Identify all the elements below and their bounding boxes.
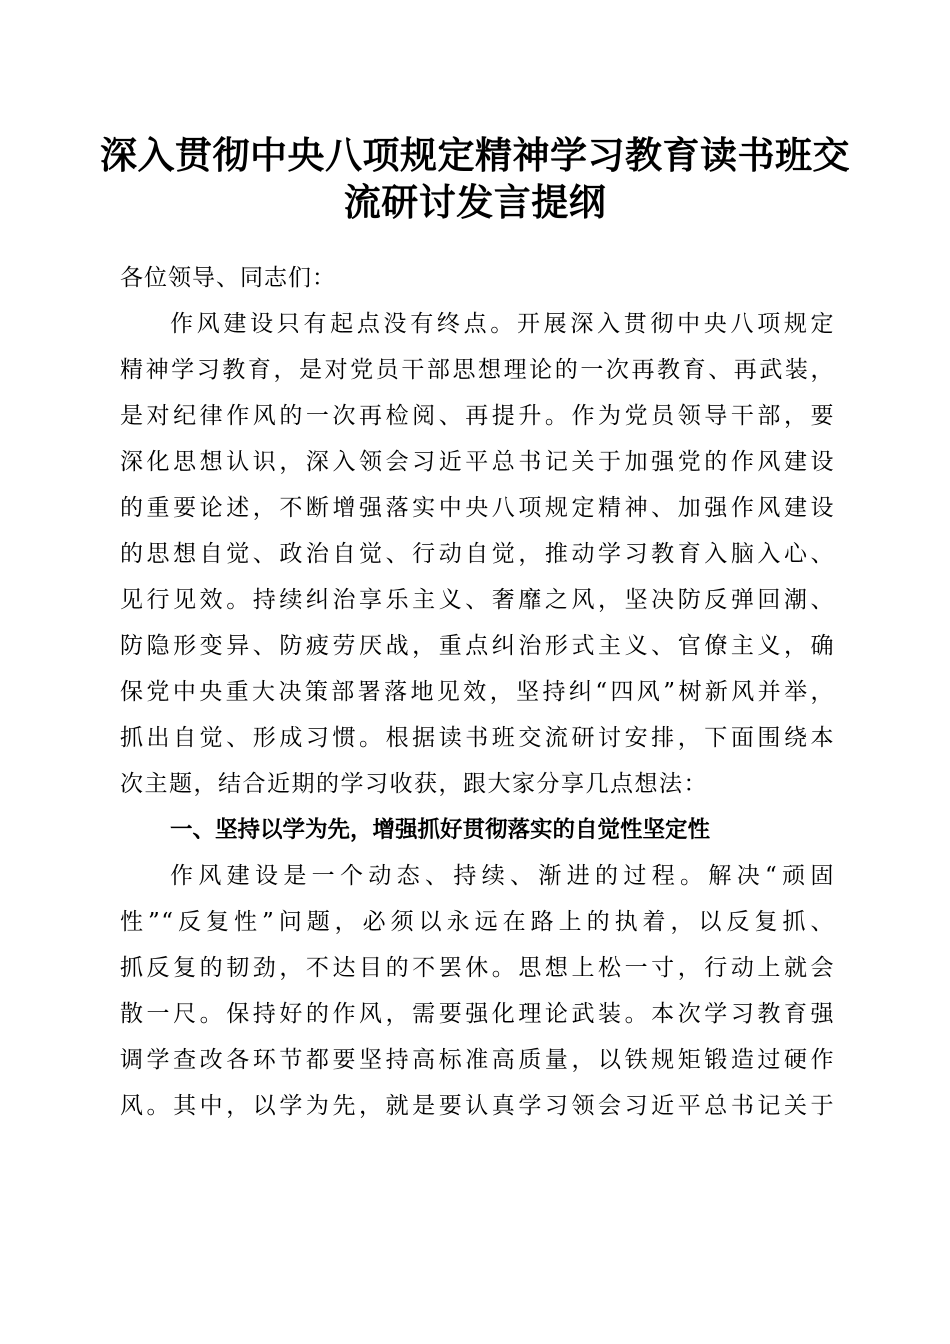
text-line: 抓出自觉、形成习惯。根据读书班交流研讨安排，下面围绕本 bbox=[120, 725, 835, 751]
text-line: 的思想自觉、政治自觉、行动自觉，推动学习教育入脑入心、 bbox=[120, 541, 835, 567]
text-line: 抓反复的韧劲，不达目的不罢休。思想上松一寸，行动上就会 bbox=[120, 955, 835, 981]
text-line: 风。其中，以学为先，就是要认真学习领会习近平总书记关于 bbox=[120, 1093, 835, 1119]
text-line: 深化思想认识，深入领会习近平总书记关于加强党的作风建设 bbox=[120, 449, 835, 475]
text-line: 作风建设是一个动态、持续、渐进的过程。解决“顽固 bbox=[170, 863, 835, 889]
text-line: 防隐形变异、防疲劳厌战，重点纠治形式主义、官僚主义，确 bbox=[120, 633, 835, 659]
text-line: 散一尺。保持好的作风，需要强化理论武装。本次学习教育强 bbox=[120, 1001, 835, 1027]
document-body bbox=[120, 255, 835, 1129]
text-line: 性”“反复性”问题，必须以永远在路上的执着，以反复抓、 bbox=[120, 909, 835, 935]
text-line: 精神学习教育，是对党员干部思想理论的一次再教育、再武装， bbox=[120, 357, 835, 383]
section-1-heading: 一、坚持以学为先，增强抓好贯彻落实的自觉性坚定性 bbox=[170, 817, 711, 843]
text-line: 见行见效。持续纠治享乐主义、奢靡之风，坚决防反弹回潮、 bbox=[120, 587, 835, 613]
text-line: 保党中央重大决策部署落地见效，坚持纠“四风”树新风并举， bbox=[120, 679, 835, 705]
text-line: 作风建设只有起点没有终点。开展深入贯彻中央八项规定 bbox=[170, 311, 835, 337]
document-title bbox=[100, 132, 850, 226]
title-line-2: 流研讨发言提纲 bbox=[343, 180, 607, 224]
salutation: 各位领导、同志们： bbox=[120, 265, 336, 291]
text-line: 的重要论述，不断增强落实中央八项规定精神、加强作风建设 bbox=[120, 495, 835, 521]
intro-paragraph bbox=[120, 301, 835, 807]
text-line: 调学查改各环节都要坚持高标准高质量，以铁规矩锻造过硬作 bbox=[120, 1047, 835, 1073]
text-line: 次主题，结合近期的学习收获，跟大家分享几点想法： bbox=[120, 771, 708, 797]
text-line: 是对纪律作风的一次再检阅、再提升。作为党员领导干部，要 bbox=[120, 403, 835, 429]
title-line-1: 深入贯彻中央八项规定精神学习教育读书班交 bbox=[100, 133, 850, 177]
section-1-paragraph bbox=[120, 853, 835, 1129]
